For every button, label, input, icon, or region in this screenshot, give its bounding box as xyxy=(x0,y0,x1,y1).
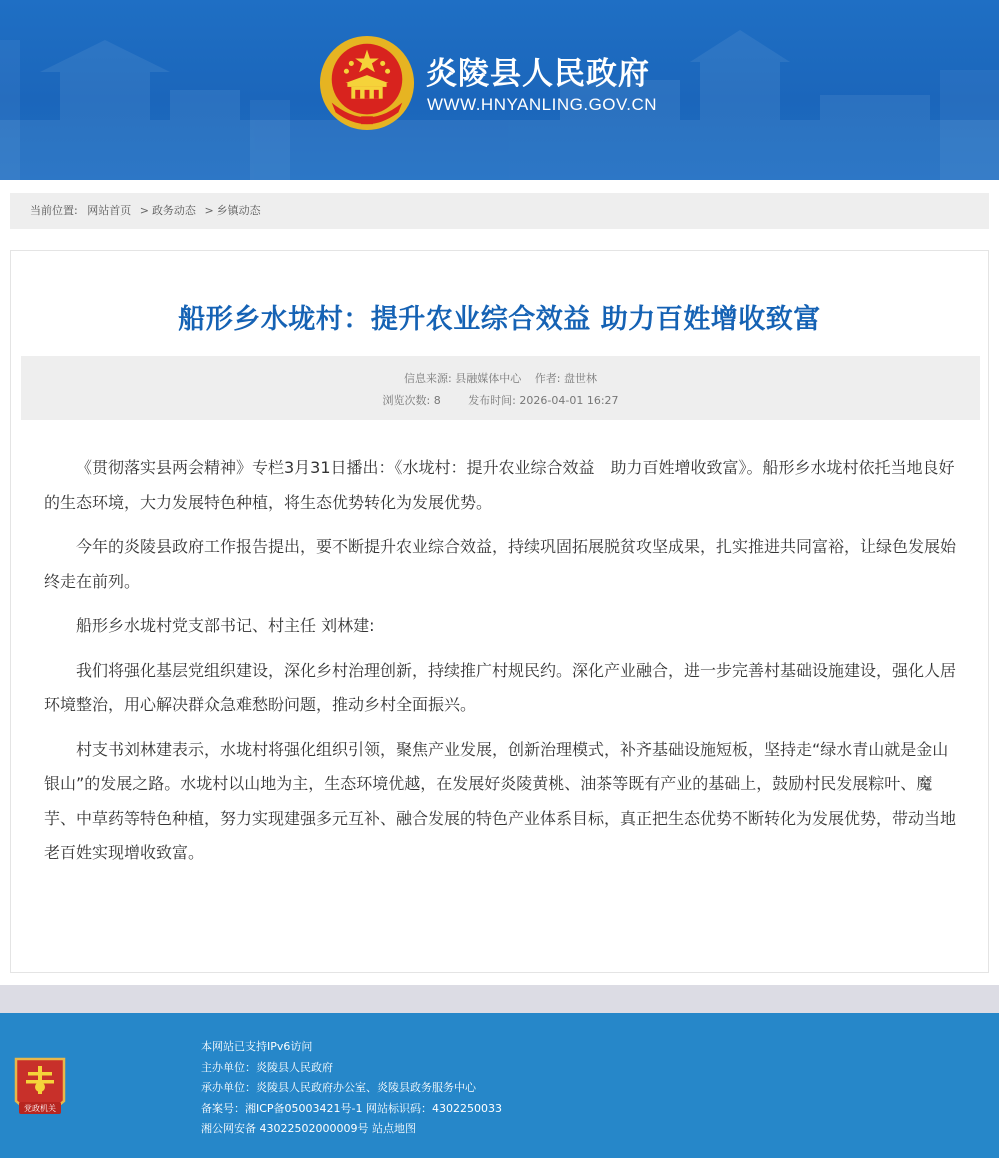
article-meta xyxy=(21,356,980,420)
article-paragraph: 船形乡水垅村党支部书记、村主任 刘林建: xyxy=(76,616,375,635)
breadcrumb-item-township-news[interactable]: 乡镇动态 xyxy=(216,204,261,217)
article-paragraph: 《贯彻落实县两会精神》专栏3月31日播出：《水垅村：提升农业综合效益 助力百姓增收致富》。船形乡水垅村依托当地良好的生态环境，大力发展特色种植，将生态优势转化为发展优势。 xyxy=(44,458,955,512)
breadcrumb-prefix: 当前位置: xyxy=(30,204,78,217)
author-label: 作者: xyxy=(534,372,561,385)
source-label: 信息来源: xyxy=(404,372,452,385)
published-time: 2026-04-01 16:27 xyxy=(519,394,619,407)
article-paragraph: 我们将强化基层党组织建设，深化乡村治理创新，持续推广村规民约。深化产业融合，进一步完善村基础设施建设，强化人居环境整治，用心解决群众急难愁盼问题，推动乡村全面振兴。 xyxy=(44,660,957,714)
sponsor-line: 主办单位：炎陵县人民政府 xyxy=(201,1060,333,1074)
sitemap-link[interactable]: 站点地图 xyxy=(371,1122,416,1135)
source-value: 县融媒体中心 xyxy=(455,372,522,385)
views-count: 8 xyxy=(433,394,441,407)
breadcrumb-item-home[interactable]: 网站首页 xyxy=(87,204,132,217)
breadcrumb-separator: > xyxy=(204,204,214,217)
police-line xyxy=(201,1119,502,1140)
party-government-badge-icon[interactable] xyxy=(13,1053,67,1125)
article-title: 船形乡水垅村：提升农业综合效益 助力百姓增收致富 xyxy=(178,304,821,335)
published-label: 发布时间: xyxy=(468,394,516,407)
site-header xyxy=(0,0,999,180)
organizer-line: 承办单位：炎陵县人民政府办公室、炎陵县政务服务中心 xyxy=(201,1081,476,1094)
breadcrumb-separator: > xyxy=(139,204,149,217)
site-url[interactable]: WWW.HNYANLING.GOV.CN xyxy=(427,95,658,114)
site-footer xyxy=(0,1013,999,1158)
footer-info xyxy=(201,1037,502,1140)
badge-text: 党政机关 xyxy=(24,1104,56,1113)
article-body xyxy=(44,451,962,881)
breadcrumb-item-gov-news[interactable]: 政务动态 xyxy=(151,204,196,217)
site-code: 网站标识码：4302250033 xyxy=(366,1101,503,1115)
site-title[interactable]: 炎陵县人民政府 xyxy=(426,56,650,92)
article-card xyxy=(10,250,989,973)
ipv6-notice: 本网站已支持IPv6访问 xyxy=(201,1040,313,1053)
footer-divider-band xyxy=(0,985,999,1015)
views-label: 浏览次数: xyxy=(382,394,431,407)
national-emblem-icon[interactable] xyxy=(318,34,416,132)
article-paragraph: 村支书刘林建表示，水垅村将强化组织引领，聚焦产业发展，创新治理模式，补齐基础设施短板，坚持走“绿水青山就是金山银山”的发展之路。水垅村以山地为主，生态环境优越，在发展好炎陵黄桃、油茶等既有产业的基础上，鼓励村民发展粽叶、魔芋、中草药等特色种植，努力实现建强多元互补、融合发展的特色产业体系目标，真正把生态优势不断转化为发展优势，带动当地老百姓实现增收致富。 xyxy=(44,739,957,862)
police-record-link[interactable]: 湘公网安备 43022502000009号 xyxy=(201,1122,369,1135)
icp-link[interactable]: 备案号：湘ICP备05003421号-1 xyxy=(201,1101,363,1115)
breadcrumb xyxy=(10,193,989,229)
article-paragraph: 今年的炎陵县政府工作报告提出，要不断提升农业综合效益，持续巩固拓展脱贫攻坚成果，扎实推进共同富裕，让绿色发展始终走在前列。 xyxy=(44,537,957,591)
icp-line xyxy=(201,1099,502,1120)
author-value: 盘世林 xyxy=(563,372,597,385)
